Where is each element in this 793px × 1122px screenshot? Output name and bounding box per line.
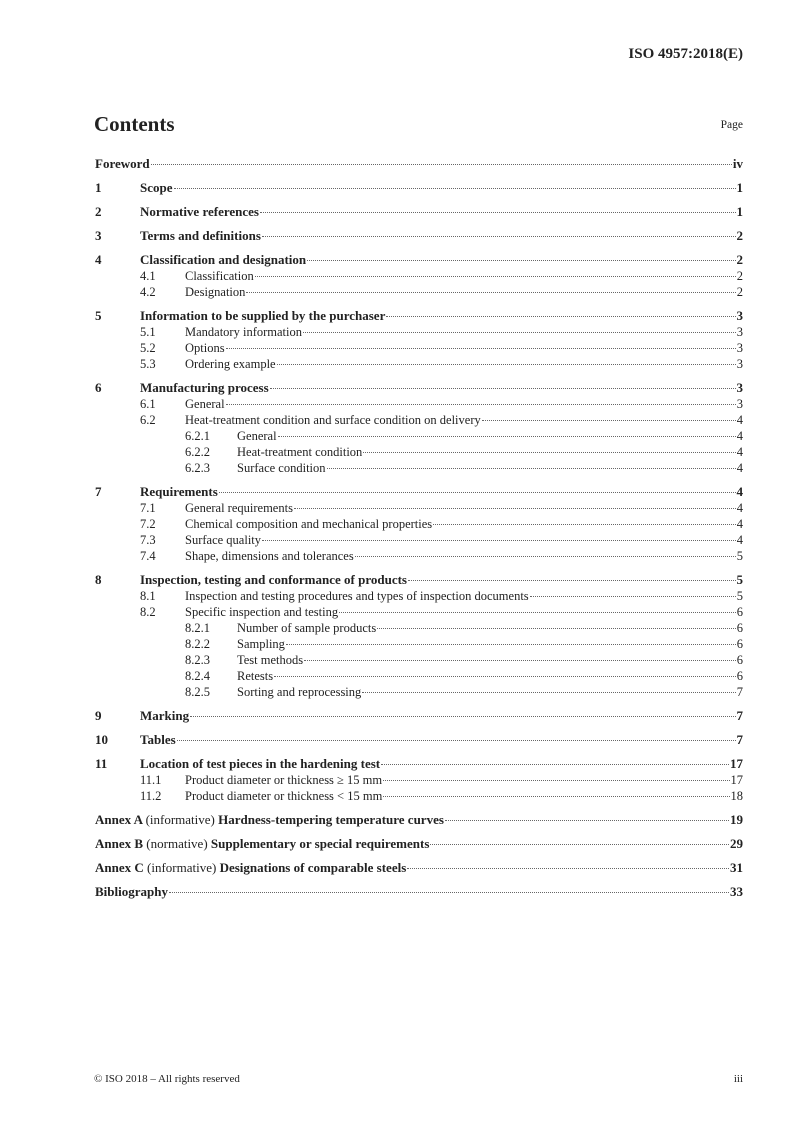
toc-entry[interactable] xyxy=(95,732,743,748)
entry-page: 4 xyxy=(736,413,743,427)
dot-leader xyxy=(430,844,729,845)
entry-title: General xyxy=(185,397,225,411)
entry-title: Product diameter or thickness ≥ 15 mm xyxy=(185,773,383,787)
annex-kind: (normative) xyxy=(146,836,208,851)
annex-kind: (informative) xyxy=(147,860,217,875)
toc-entry[interactable] xyxy=(95,620,743,636)
dot-leader xyxy=(294,508,736,509)
dot-leader xyxy=(219,492,736,493)
annex-title: Hardness-tempering temperature curves xyxy=(218,812,444,827)
entry-page: 17 xyxy=(730,756,743,771)
entry-title: Heat-treatment condition and surface condition on delivery xyxy=(185,413,481,427)
dot-leader xyxy=(327,468,736,469)
section-number: 7.4 xyxy=(140,549,156,563)
dot-leader xyxy=(445,820,729,821)
document-id: ISO 4957:2018(E) xyxy=(628,46,743,62)
entry-page: 4 xyxy=(736,501,743,515)
entry-title: Mandatory information xyxy=(185,325,302,339)
entry-page: 31 xyxy=(730,860,743,875)
entry-title: Options xyxy=(185,341,225,355)
dot-leader xyxy=(174,188,736,189)
section-number: 8.2.5 xyxy=(185,685,210,699)
section-number: 6.1 xyxy=(140,397,156,411)
toc-entry[interactable] xyxy=(95,788,743,804)
entry-page: 6 xyxy=(736,653,743,667)
section-number: 8.2.4 xyxy=(185,669,210,683)
entry-title: Sampling xyxy=(237,637,285,651)
entry-title: Surface quality xyxy=(185,533,262,547)
dot-leader xyxy=(386,316,735,317)
entry-title: Ordering example xyxy=(185,357,276,371)
entry-title: Heat-treatment condition xyxy=(237,445,363,459)
section-number: 8.2 xyxy=(140,605,156,619)
section-number: 11.2 xyxy=(140,789,162,803)
toc-entry[interactable] xyxy=(95,588,743,604)
dot-leader xyxy=(377,628,736,629)
section-number: 11.1 xyxy=(140,773,162,787)
annex-label: Annex A (informative) Hardness-tempering temperature curves xyxy=(95,812,444,827)
toc-entry[interactable] xyxy=(95,340,743,356)
entry-title: General requirements xyxy=(185,501,293,515)
section-number: 3 xyxy=(95,228,102,243)
toc-entry[interactable] xyxy=(95,708,743,724)
entry-title: Tables xyxy=(140,732,176,747)
toc-entry[interactable] xyxy=(95,228,743,244)
section-number: 8.2.2 xyxy=(185,637,210,651)
entry-page: 5 xyxy=(736,572,743,587)
entry-page: 6 xyxy=(736,605,743,619)
entry-page: 3 xyxy=(736,341,743,355)
section-number: 8.1 xyxy=(140,589,156,603)
entry-title: General xyxy=(237,429,277,443)
dot-leader xyxy=(530,596,736,597)
dot-leader xyxy=(307,260,735,261)
entry-page: 7 xyxy=(736,685,743,699)
dot-leader xyxy=(433,524,736,525)
entry-title: Requirements xyxy=(140,484,218,499)
entry-page: iv xyxy=(732,156,743,171)
section-number: 4.2 xyxy=(140,285,156,299)
dot-leader xyxy=(151,164,732,165)
entry-title: Chemical composition and mechanical properties xyxy=(185,517,433,531)
toc-entry[interactable] xyxy=(95,812,743,828)
section-number: 1 xyxy=(95,180,102,195)
section-number: 7.2 xyxy=(140,517,156,531)
entry-page: 17 xyxy=(730,773,743,787)
entry-page: 1 xyxy=(736,204,743,219)
toc-entry[interactable] xyxy=(95,860,743,876)
section-number: 5 xyxy=(95,308,102,323)
section-number: 6 xyxy=(95,380,102,395)
entry-title: Shape, dimensions and tolerances xyxy=(185,549,354,563)
entry-page: 18 xyxy=(730,789,743,803)
entry-page: 4 xyxy=(736,429,743,443)
section-number: 6.2 xyxy=(140,413,156,427)
dot-leader xyxy=(407,868,729,869)
section-number: 10 xyxy=(95,732,108,747)
toc-entry[interactable] xyxy=(95,444,743,460)
copyright-footer: © ISO 2018 – All rights reserved xyxy=(94,1073,240,1085)
entry-page: 4 xyxy=(736,517,743,531)
annex-title: Designations of comparable steels xyxy=(219,860,407,875)
section-number: 5.1 xyxy=(140,325,156,339)
toc-entry[interactable] xyxy=(95,836,743,852)
annex-label: Annex B (normative) Supplementary or special requirements xyxy=(95,836,430,851)
dot-leader xyxy=(246,292,735,293)
entry-title: Number of sample products xyxy=(237,621,377,635)
entry-page: 4 xyxy=(736,445,743,459)
dot-leader xyxy=(260,212,736,213)
dot-leader xyxy=(363,452,735,453)
toc-entry[interactable] xyxy=(95,204,743,220)
entry-title: Test methods xyxy=(237,653,304,667)
section-number: 6.2.1 xyxy=(185,429,210,443)
dot-leader xyxy=(278,436,736,437)
dot-leader xyxy=(304,660,736,661)
section-number: 6.2.3 xyxy=(185,461,210,475)
dot-leader xyxy=(274,676,736,677)
toc-entry[interactable] xyxy=(95,500,743,516)
dot-leader xyxy=(355,556,736,557)
dot-leader xyxy=(270,388,736,389)
section-number: 2 xyxy=(95,204,102,219)
section-number: 5.3 xyxy=(140,357,156,371)
toc-entry[interactable] xyxy=(95,484,743,500)
entry-page: 4 xyxy=(736,461,743,475)
toc-entry[interactable] xyxy=(95,604,743,620)
entry-page: 29 xyxy=(730,836,743,851)
entry-page: 7 xyxy=(736,732,743,747)
entry-page: 1 xyxy=(736,180,743,195)
entry-title: Designation xyxy=(185,285,246,299)
entry-page: 5 xyxy=(736,589,743,603)
section-number: 8.2.3 xyxy=(185,653,210,667)
entry-title: Manufacturing process xyxy=(140,380,269,395)
entry-page: 3 xyxy=(736,380,743,395)
entry-title: Scope xyxy=(140,180,173,195)
toc-entry[interactable] xyxy=(95,572,743,588)
entry-title: Product diameter or thickness < 15 mm xyxy=(185,789,383,803)
section-number: 9 xyxy=(95,708,102,723)
toc-entry[interactable] xyxy=(95,396,743,412)
annex-kind: (informative) xyxy=(145,812,215,827)
section-number: 7.1 xyxy=(140,501,156,515)
page-title: Contents xyxy=(94,112,175,136)
section-number: 5.2 xyxy=(140,341,156,355)
dot-leader xyxy=(408,580,736,581)
table-of-contents xyxy=(95,156,743,900)
entry-title: Bibliography xyxy=(95,884,168,899)
entry-page: 2 xyxy=(736,228,743,243)
dot-leader xyxy=(190,716,735,717)
entry-page: 2 xyxy=(736,252,743,267)
entry-title: Surface condition xyxy=(237,461,326,475)
toc-entry[interactable] xyxy=(95,268,743,284)
entry-title: Location of test pieces in the hardening test xyxy=(140,756,381,771)
entry-page: 6 xyxy=(736,637,743,651)
section-number: 11 xyxy=(95,756,108,771)
dot-leader xyxy=(362,692,735,693)
section-number: 7 xyxy=(95,484,102,499)
toc-entry[interactable] xyxy=(95,684,743,700)
toc-entry[interactable] xyxy=(95,884,743,900)
dot-leader xyxy=(286,644,736,645)
entry-title: Classification and designation xyxy=(140,252,307,267)
toc-entry[interactable] xyxy=(95,428,743,444)
dot-leader xyxy=(303,332,736,333)
entry-page: 4 xyxy=(736,533,743,547)
entry-title: Retests xyxy=(237,669,274,683)
toc-entry[interactable] xyxy=(95,324,743,340)
toc-entry[interactable] xyxy=(95,308,743,324)
dot-leader xyxy=(381,764,729,765)
toc-entry[interactable] xyxy=(95,284,743,300)
entry-page: 7 xyxy=(736,708,743,723)
entry-page: 6 xyxy=(736,621,743,635)
section-number: 4.1 xyxy=(140,269,156,283)
dot-leader xyxy=(262,236,736,237)
toc-entry[interactable] xyxy=(95,516,743,532)
page-number: iii xyxy=(733,1073,743,1085)
toc-entry[interactable] xyxy=(95,652,743,668)
section-number: 4 xyxy=(95,252,102,267)
section-number: 8 xyxy=(95,572,102,587)
toc-entry[interactable] xyxy=(95,156,743,172)
toc-entry[interactable] xyxy=(95,412,743,428)
toc-entry[interactable] xyxy=(95,668,743,684)
dot-leader xyxy=(277,364,736,365)
entry-page: 3 xyxy=(736,397,743,411)
entry-title: Inspection, testing and conformance of products xyxy=(140,572,407,587)
entry-page: 2 xyxy=(736,269,743,283)
toc-entry[interactable] xyxy=(95,548,743,564)
dot-leader xyxy=(383,780,729,781)
entry-title: Normative references xyxy=(140,204,259,219)
section-number: 8.2.1 xyxy=(185,621,210,635)
toc-entry[interactable] xyxy=(95,180,743,196)
entry-page: 6 xyxy=(736,669,743,683)
entry-page: 3 xyxy=(736,308,743,323)
toc-entry[interactable] xyxy=(95,460,743,476)
toc-entry[interactable] xyxy=(95,356,743,372)
entry-title: Classification xyxy=(185,269,254,283)
entry-title: Inspection and testing procedures and types of inspection documents xyxy=(185,589,529,603)
dot-leader xyxy=(226,404,736,405)
section-number: 6.2.2 xyxy=(185,445,210,459)
annex-label: Annex C (informative) Designations of comparable steels xyxy=(95,860,407,875)
entry-title: Marking xyxy=(140,708,190,723)
entry-page: 3 xyxy=(736,357,743,371)
entry-title: Sorting and reprocessing xyxy=(237,685,362,699)
dot-leader xyxy=(262,540,736,541)
entry-title: Foreword xyxy=(95,156,150,171)
dot-leader xyxy=(226,348,736,349)
toc-entry[interactable] xyxy=(95,756,743,772)
dot-leader xyxy=(169,892,729,893)
entry-page: 33 xyxy=(730,884,743,899)
entry-page: 4 xyxy=(736,484,743,499)
dot-leader xyxy=(482,420,736,421)
dot-leader xyxy=(177,740,736,741)
dot-leader xyxy=(383,796,729,797)
entry-title: Information to be supplied by the purchaser xyxy=(140,308,386,323)
entry-page: 3 xyxy=(736,325,743,339)
dot-leader xyxy=(255,276,736,277)
entry-page: 5 xyxy=(736,549,743,563)
toc-entry[interactable] xyxy=(95,532,743,548)
toc-entry[interactable] xyxy=(95,772,743,788)
toc-entry[interactable] xyxy=(95,380,743,396)
section-number: 7.3 xyxy=(140,533,156,547)
entry-page: 2 xyxy=(736,285,743,299)
annex-title: Supplementary or special requirements xyxy=(210,836,430,851)
entry-page: 19 xyxy=(730,812,743,827)
entry-title: Terms and definitions xyxy=(140,228,261,243)
dot-leader xyxy=(339,612,736,613)
toc-entry[interactable] xyxy=(95,252,743,268)
entry-title: Specific inspection and testing xyxy=(185,605,339,619)
toc-entry[interactable] xyxy=(95,636,743,652)
page-column-label: Page xyxy=(720,119,743,131)
